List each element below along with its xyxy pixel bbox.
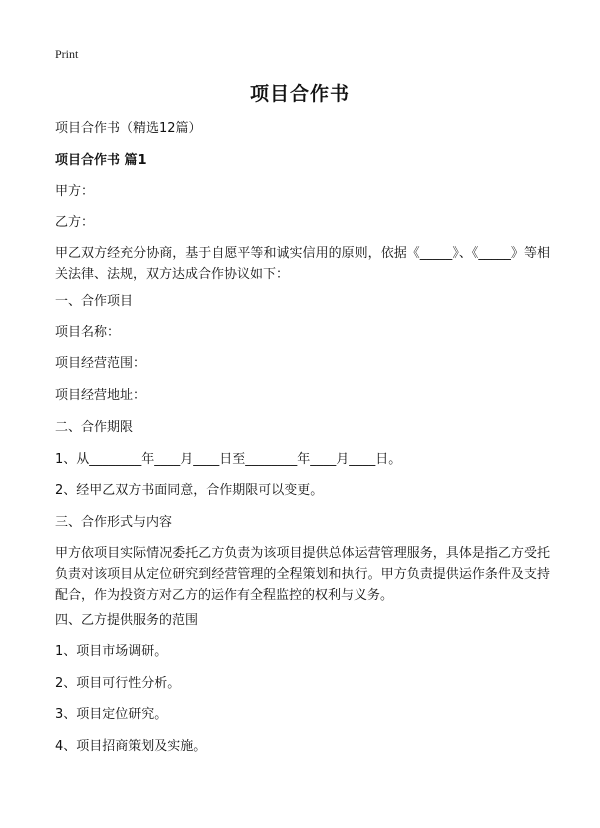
party-b-label: 乙方： (55, 215, 95, 230)
project-name-label: 项目名称： (55, 325, 121, 340)
heading-cooperation-form: 三、合作形式与内容 (55, 515, 173, 530)
document-title: 项目合作书 (249, 83, 350, 105)
heading-cooperation-project: 一、合作项目 (55, 294, 134, 309)
project-scope-label: 项目经营范围： (55, 356, 147, 371)
cooperation-form-paragraph: 甲方依项目实际情况委托乙方负责为该项目提供总体运营管理服务，具体是指乙方受托负责对该项目从定位研究到经营管理的全程策划和执行。甲方负责提供运作条件及支持配合，作为投资方对乙方的运作有全程监控的权利与义务。 (55, 546, 550, 603)
service-item-3: 3、项目定位研究。 (55, 707, 168, 722)
service-item-4: 4、项目招商策划及实施。 (55, 739, 207, 754)
print-label: Print (55, 47, 79, 61)
term-item-1: 1、从________年____月____日至________年____月____日。 (55, 452, 402, 467)
heading-service-scope: 四、乙方提供服务的范围 (55, 613, 199, 628)
document-subtitle: 项目合作书（精选12篇） (55, 121, 202, 136)
heading-cooperation-term: 二、合作期限 (55, 420, 134, 435)
intro-paragraph: 甲乙双方经充分协商，基于自愿平等和诚实信用的原则，依据《_____》、《_____》等相关法律、法规，双方达成合作协议如下： (55, 246, 550, 282)
project-address-label: 项目经营地址： (55, 388, 147, 403)
party-a-label: 甲方： (55, 184, 95, 199)
service-item-1: 1、项目市场调研。 (55, 644, 168, 659)
term-item-2: 2、经甲乙双方书面同意，合作期限可以变更。 (55, 483, 324, 498)
section-title: 项目合作书 篇1 (55, 153, 147, 168)
service-item-2: 2、项目可行性分析。 (55, 676, 181, 691)
